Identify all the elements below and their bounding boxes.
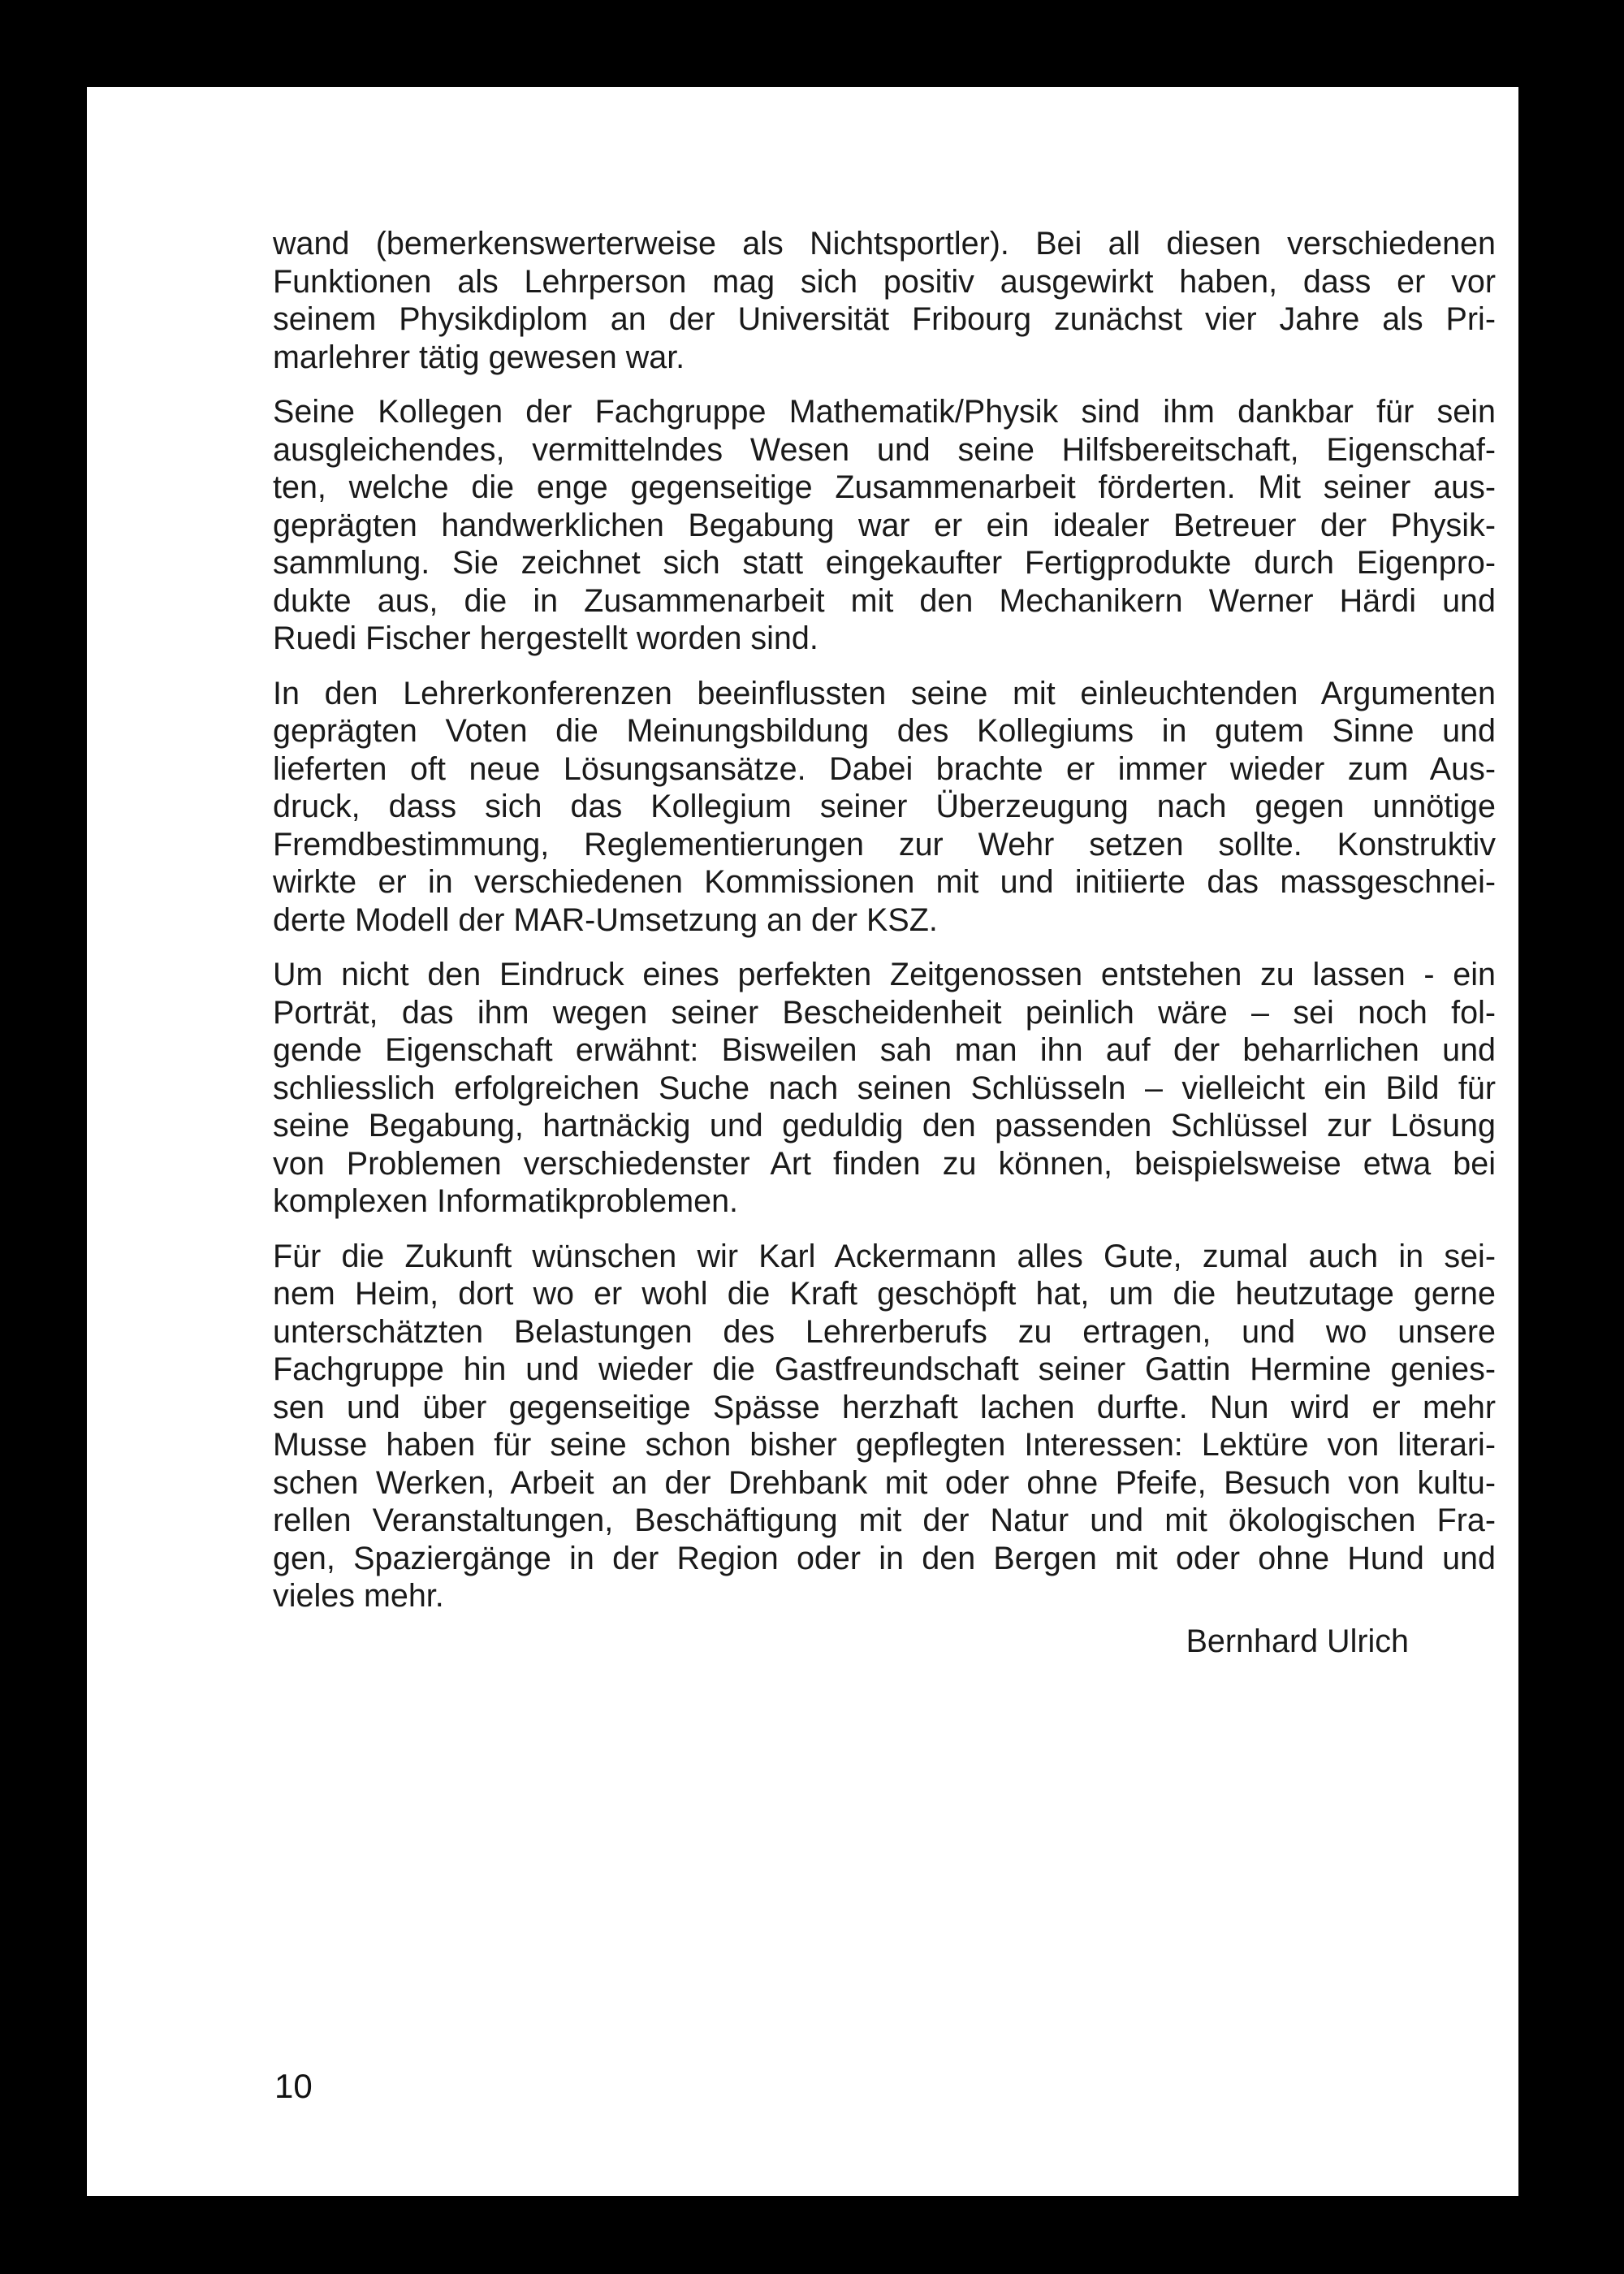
body-text <box>273 225 1496 1632</box>
text-line: seine Begabung, hartnäckig und geduldig den passenden Schlüssel zur Lösung <box>273 1108 1496 1143</box>
text-line: seinem Physikdiplom an der Universität Fribourg zunächst vier Jahre als Pri- <box>273 301 1496 337</box>
text-line: In den Lehrerkonferenzen beeinflussten seine mit einleuchtenden Argumenten <box>273 675 1496 711</box>
paragraph-1 <box>273 225 1496 376</box>
text-line: Um nicht den Eindruck eines perfekten Zeitgenossen entstehen zu lassen - ein <box>273 957 1496 992</box>
text-line: dukte aus, die in Zusammenarbeit mit den Mechanikern Werner Härdi und <box>273 582 1496 619</box>
text-line: vieles mehr. <box>273 1578 444 1614</box>
text-line: gen, Spaziergänge in der Region oder in den Bergen mit oder ohne Hund und <box>273 1540 1496 1576</box>
text-line: von Problemen verschiedenster Art finden zu können, beispielsweise etwa bei <box>273 1145 1496 1182</box>
text-line: marlehrer tätig gewesen war. <box>273 339 685 375</box>
text-line: derte Modell der MAR-Umsetzung an der KSZ. <box>273 901 938 938</box>
text-line: komplexen Informatikproblemen. <box>273 1183 739 1219</box>
text-line: gende Eigenschaft erwähnt: Bisweilen sah man ihn auf der beharrlichen und <box>273 1032 1496 1068</box>
paragraph-3 <box>273 675 1496 940</box>
text-line: Porträt, das ihm wegen seiner Bescheidenheit peinlich wäre – sei noch fol- <box>273 994 1496 1031</box>
text-line: geprägten handwerklichen Begabung war er ein idealer Betreuer der Physik- <box>273 507 1496 543</box>
text-line: sammlung. Sie zeichnet sich statt eingekaufter Fertigprodukte durch Eigenpro- <box>273 545 1496 581</box>
text-line: wand (bemerkenswerterweise als Nichtsportler). Bei all diesen verschiedenen <box>273 226 1496 262</box>
paragraph-4 <box>273 956 1496 1221</box>
text-line: Ruedi Fischer hergestellt worden sind. <box>273 620 818 656</box>
text-line: lieferten oft neue Lösungsansätze. Dabei brachte er immer wieder zum Aus- <box>273 750 1496 787</box>
text-line: rellen Veranstaltungen, Beschäftigung mit der Natur und mit ökologischen Fra- <box>273 1502 1496 1538</box>
text-line: Fachgruppe hin und wieder die Gastfreundschaft seiner Gattin Hermine genies- <box>273 1351 1496 1387</box>
text-line: unterschätzten Belastungen des Lehrerberufs zu ertragen, und wo unsere <box>273 1313 1496 1350</box>
text-line: Für die Zukunft wünschen wir Karl Ackermann alles Gute, zumal auch in sei- <box>273 1238 1496 1274</box>
text-line: druck, dass sich das Kollegium seiner Überzeugung nach gegen unnötige <box>273 789 1496 824</box>
document-page <box>87 87 1518 2196</box>
text-line: schliesslich erfolgreichen Suche nach seinen Schlüsseln – vielleicht ein Bild für <box>273 1070 1496 1106</box>
paragraph-5 <box>273 1238 1496 1615</box>
text-line: Musse haben für seine schon bisher gepflegten Interessen: Lektüre von literari- <box>273 1427 1496 1463</box>
author-signature: Bernhard Ulrich <box>1186 1623 1409 1659</box>
paragraph-2 <box>273 393 1496 658</box>
text-line: Seine Kollegen der Fachgruppe Mathematik/Physik sind ihm dankbar für sein <box>273 394 1496 430</box>
text-line: schen Werken, Arbeit an der Drehbank mit oder ohne Pfeife, Besuch von kultu- <box>273 1464 1496 1501</box>
text-line: ausgleichendes, vermittelndes Wesen und seine Hilfsbereitschaft, Eigenschaf- <box>273 431 1496 468</box>
page-number: 10 <box>274 2067 313 2105</box>
text-line: sen und über gegenseitige Spässe herzhaft lachen durfte. Nun wird er mehr <box>273 1389 1496 1425</box>
text-line: wirkte er in verschiedenen Kommissionen mit und initiierte das massgeschnei- <box>273 864 1496 900</box>
text-line: ten, welche die enge gegenseitige Zusammenarbeit förderten. Mit seiner aus- <box>273 469 1496 505</box>
text-line: Funktionen als Lehrperson mag sich positiv ausgewirkt haben, dass er vor <box>273 263 1496 300</box>
text-line: geprägten Voten die Meinungsbildung des Kollegiums in gutem Sinne und <box>273 713 1496 749</box>
text-line: nem Heim, dort wo er wohl die Kraft geschöpft hat, um die heutzutage gerne <box>273 1276 1496 1312</box>
text-line: Fremdbestimmung, Reglementierungen zur Wehr setzen sollte. Konstruktiv <box>273 826 1496 862</box>
